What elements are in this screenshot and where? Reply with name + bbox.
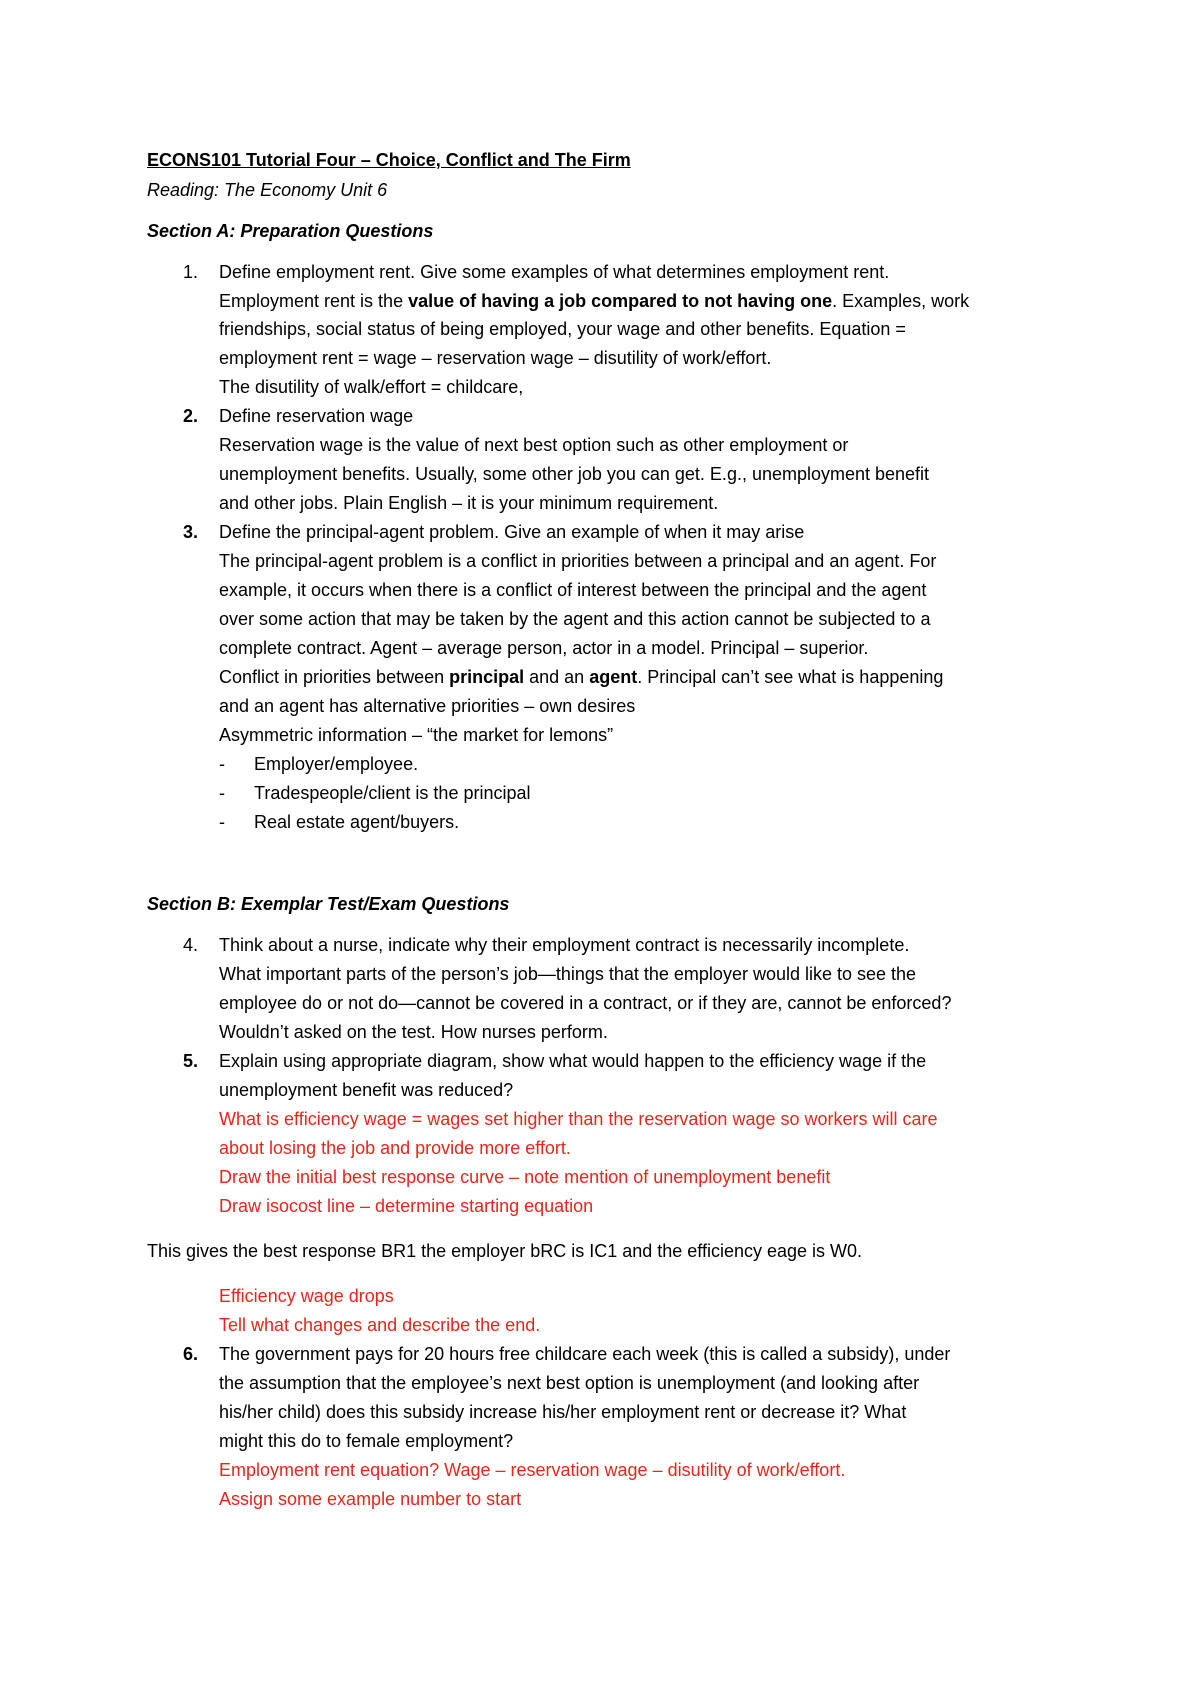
q3-answer-line-3: over some action that may be taken by the agent and this action cannot be subjected to a: [219, 609, 931, 629]
q3-answer-line-7: Asymmetric information – “the market for lemons”: [219, 725, 614, 745]
document-title: ECONS101 Tutorial Four – Choice, Conflict and The Firm: [147, 150, 631, 170]
q5-note-3: Draw the initial best response curve – note mention of unemployment benefit: [219, 1167, 831, 1187]
bullet-item: Real estate agent/buyers.: [254, 812, 460, 832]
q3-answer-line-5: Conflict in priorities between principal and an agent. Principal can’t see what is happening: [219, 667, 944, 687]
q5-line-1: Explain using appropriate diagram, show what would happen to the efficiency wage if the: [219, 1051, 927, 1071]
section-a-heading: Section A: Preparation Questions: [147, 221, 434, 241]
q3-answer-line-6: and an agent has alternative priorities – own desires: [219, 696, 636, 716]
q5-note-1: What is efficiency wage = wages set higher than the reservation wage so workers will care: [219, 1109, 938, 1129]
q3-answer-line-2: example, it occurs when there is a conflict of interest between the principal and the agent: [219, 580, 927, 600]
q3-question: Define the principal-agent problem. Give an example of when it may arise: [219, 522, 805, 542]
bullet-dash: -: [219, 754, 225, 774]
q5-note-5: Efficiency wage drops: [219, 1286, 394, 1306]
q1-answer-line-3: employment rent = wage – reservation wage – disutility of work/effort.: [219, 348, 772, 368]
q2-question: Define reservation wage: [219, 406, 414, 426]
q6-line-2: the assumption that the employee’s next best option is unemployment (and looking after: [219, 1373, 920, 1393]
q2-answer-line-2: unemployment benefits. Usually, some other job you can get. E.g., unemployment benefit: [219, 464, 930, 484]
q5-number: 5.: [183, 1051, 199, 1071]
reading-line: Reading: The Economy Unit 6: [147, 180, 388, 200]
q5-note-4: Draw isocost line – determine starting equation: [219, 1196, 594, 1216]
q4-line-4: Wouldn’t asked on the test. How nurses perform.: [219, 1022, 608, 1042]
bullet-item: Tradespeople/client is the principal: [254, 783, 531, 803]
q4-line-2: What important parts of the person’s job—things that the employer would like to see the: [219, 964, 917, 984]
q6-note-2: Assign some example number to start: [219, 1489, 522, 1509]
q2-answer-line-3: and other jobs. Plain English – it is your minimum requirement.: [219, 493, 719, 513]
q4-number: 4.: [183, 935, 199, 955]
q2-answer-line-1: Reservation wage is the value of next best option such as other employment or: [219, 435, 849, 455]
body-paragraph: This gives the best response BR1 the employer bRC is IC1 and the efficiency eage is W0.: [147, 1241, 863, 1261]
q5-note-6: Tell what changes and describe the end.: [219, 1315, 541, 1335]
q3-answer-line-4: complete contract. Agent – average person, actor in a model. Principal – superior.: [219, 638, 869, 658]
q1-answer-line-2: friendships, social status of being employed, your wage and other benefits. Equation =: [219, 319, 906, 339]
q5-note-2: about losing the job and provide more effort.: [219, 1138, 571, 1158]
q6-note-1: Employment rent equation? Wage – reservation wage – disutility of work/effort.: [219, 1460, 846, 1480]
q6-line-3: his/her child) does this subsidy increase his/her employment rent or decrease it? What: [219, 1402, 907, 1422]
q6-line-4: might this do to female employment?: [219, 1431, 514, 1451]
q1-number: 1.: [183, 262, 199, 282]
q1-answer-line-4: The disutility of walk/effort = childcare,: [219, 377, 524, 397]
q1-answer-line-1: Employment rent is the value of having a job compared to not having one. Examples, work: [219, 291, 970, 311]
q3-answer-line-1: The principal-agent problem is a conflict in priorities between a principal and an agent. For: [219, 551, 937, 571]
q2-number: 2.: [183, 406, 199, 426]
q4-line-3: employee do or not do—cannot be covered in a contract, or if they are, cannot be enforced?: [219, 993, 952, 1013]
q5-line-2: unemployment benefit was reduced?: [219, 1080, 514, 1100]
bullet-dash: -: [219, 812, 225, 832]
q1-question: Define employment rent. Give some examples of what determines employment rent.: [219, 262, 890, 282]
q6-number: 6.: [183, 1344, 199, 1364]
q6-line-1: The government pays for 20 hours free childcare each week (this is called a subsidy), under: [219, 1344, 951, 1364]
q4-line-1: Think about a nurse, indicate why their employment contract is necessarily incomplete.: [219, 935, 910, 955]
bullet-item: Employer/employee.: [254, 754, 419, 774]
section-b-heading: Section B: Exemplar Test/Exam Questions: [147, 894, 510, 914]
bullet-dash: -: [219, 783, 225, 803]
q3-number: 3.: [183, 522, 199, 542]
